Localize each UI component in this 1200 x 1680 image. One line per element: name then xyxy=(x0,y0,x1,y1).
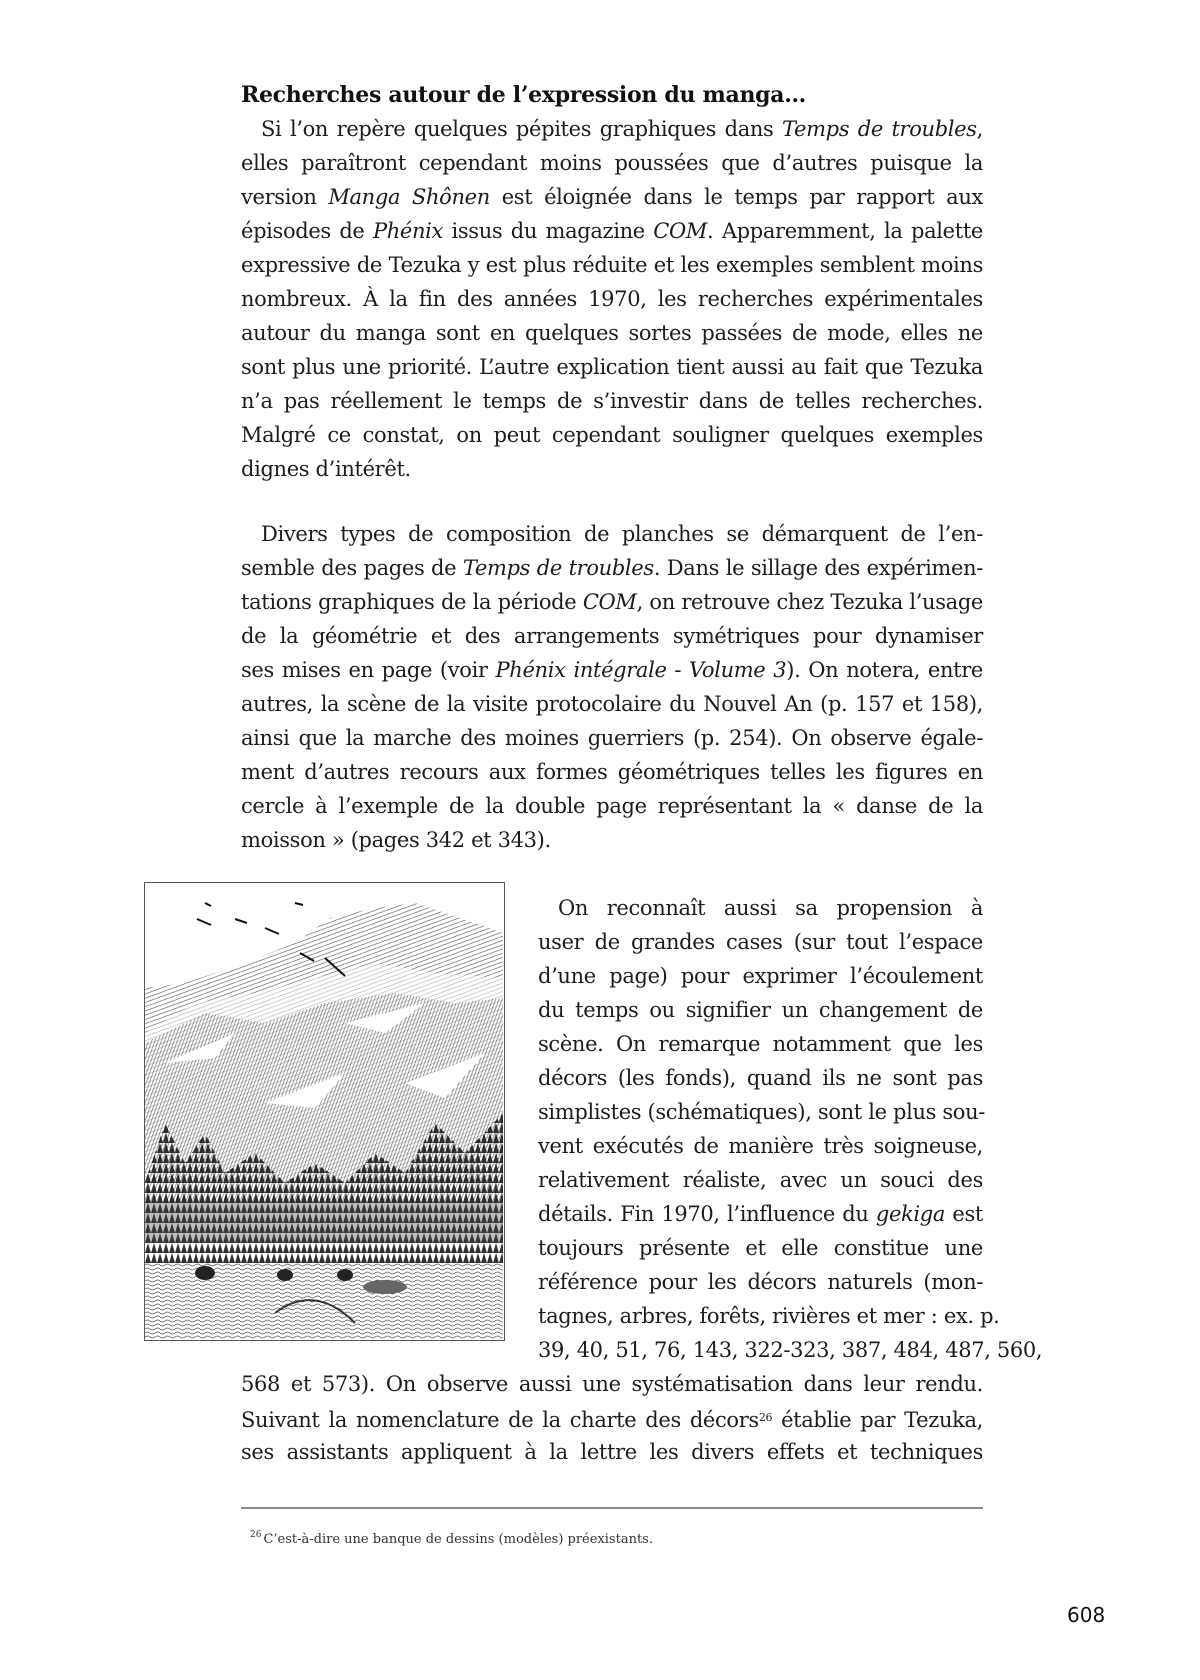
text-line: expressive de Tezuka y est plus réduite et les exemples semblent moins xyxy=(241,253,983,277)
text-line: simplistes (schématiques), sont le plus sou- xyxy=(538,1100,986,1124)
text-line: relativement réaliste, avec un souci des xyxy=(538,1168,983,1192)
text-line: 568 et 573). On observe aussi une systématisation dans leur rendu. xyxy=(241,1372,983,1396)
footnote-text: C’est-à-dire une banque de dessins (modèles) préexistants. xyxy=(263,1532,653,1547)
text-line: ainsi que la marche des moines guerriers (p. 254). On observe égale- xyxy=(241,726,983,750)
text-line: elles paraîtront cependant moins poussées que d’autres puisque la xyxy=(241,151,983,175)
text-line: Si l’on repère quelques pépites graphiques dans Temps de troubles, xyxy=(261,117,983,141)
text-line: scène. On remarque notamment que les xyxy=(538,1032,983,1056)
text-line: dignes d’intérêt. xyxy=(241,457,411,481)
text-line: référence pour les décors naturels (mon- xyxy=(538,1270,983,1294)
text-line: semble des pages de Temps de troubles. Dans le sillage des expérimen- xyxy=(241,556,983,580)
text-line: version Manga Shônen est éloignée dans le temps par rapport aux xyxy=(241,185,983,209)
footnote-divider xyxy=(241,1507,983,1509)
text-line: autres, la scène de la visite protocolaire du Nouvel An (p. 157 et 158), xyxy=(241,692,983,716)
text-line: n’a pas réellement le temps de s’investir dans de telles recherches. xyxy=(241,389,983,413)
section-heading: Recherches autour de l’expression du manga… xyxy=(241,82,806,108)
text-line: d’une page) pour exprimer l’écoulement xyxy=(538,964,983,988)
text-line: sont plus une priorité. L’autre explication tient aussi au fait que Tezuka xyxy=(241,355,983,379)
text-line: ment d’autres recours aux formes géométriques telles les figures en xyxy=(241,760,983,784)
text-line: On reconnaît aussi sa propension à xyxy=(558,896,983,920)
text-line: Divers types de composition de planches se démarquent de l’en- xyxy=(261,522,983,546)
text-line: nombreux. À la fin des années 1970, les recherches expérimentales xyxy=(241,287,983,311)
text-line: tations graphiques de la période COM, on retrouve chez Tezuka l’usage xyxy=(241,590,983,614)
text-line: ses mises en page (voir Phénix intégrale - Volume 3). On notera, entre xyxy=(241,658,983,682)
text-line: toujours présente et elle constitue une xyxy=(538,1236,983,1260)
text-line: cercle à l’exemple de la double page représentant la « danse de la xyxy=(241,794,983,818)
text-line: user de grandes cases (sur tout l’espace xyxy=(538,930,983,954)
manga-landscape-illustration xyxy=(144,882,505,1341)
text-line: détails. Fin 1970, l’influence du gekiga est xyxy=(538,1202,983,1226)
text-line: ses assistants appliquent à la lettre les divers effets et techniques xyxy=(241,1440,983,1464)
text-line: tagnes, arbres, forêts, rivières et mer : ex. p. xyxy=(538,1304,1000,1328)
text-line: vent exécutés de manière très soigneuse, xyxy=(538,1134,983,1158)
text-line: du temps ou signifier un changement de xyxy=(538,998,983,1022)
mountain-forest-drawing-icon xyxy=(145,883,503,1339)
text-line: de la géométrie et des arrangements symétriques pour dynamiser xyxy=(241,624,983,648)
footnote-number: 26 xyxy=(250,1530,262,1540)
footnote xyxy=(250,1526,653,1549)
text-line: Malgré ce constat, on peut cependant souligner quelques exemples xyxy=(241,423,983,447)
page-number: 608 xyxy=(1067,1603,1106,1627)
text-line: Suivant la nomenclature de la charte des décors$^{26}$ établie par Tezuka, xyxy=(241,1408,983,1432)
text-line: autour du manga sont en quelques sortes passées de mode, elles ne xyxy=(241,321,983,345)
text-line: épisodes de Phénix issus du magazine COM. Apparemment, la palette xyxy=(241,219,983,243)
text-line: décors (les fonds), quand ils ne sont pas xyxy=(538,1066,983,1090)
text-line: 39, 40, 51, 76, 143, 322-323, 387, 484, 487, 560, xyxy=(538,1338,1043,1362)
text-line: moisson » (pages 342 et 343). xyxy=(241,828,551,852)
